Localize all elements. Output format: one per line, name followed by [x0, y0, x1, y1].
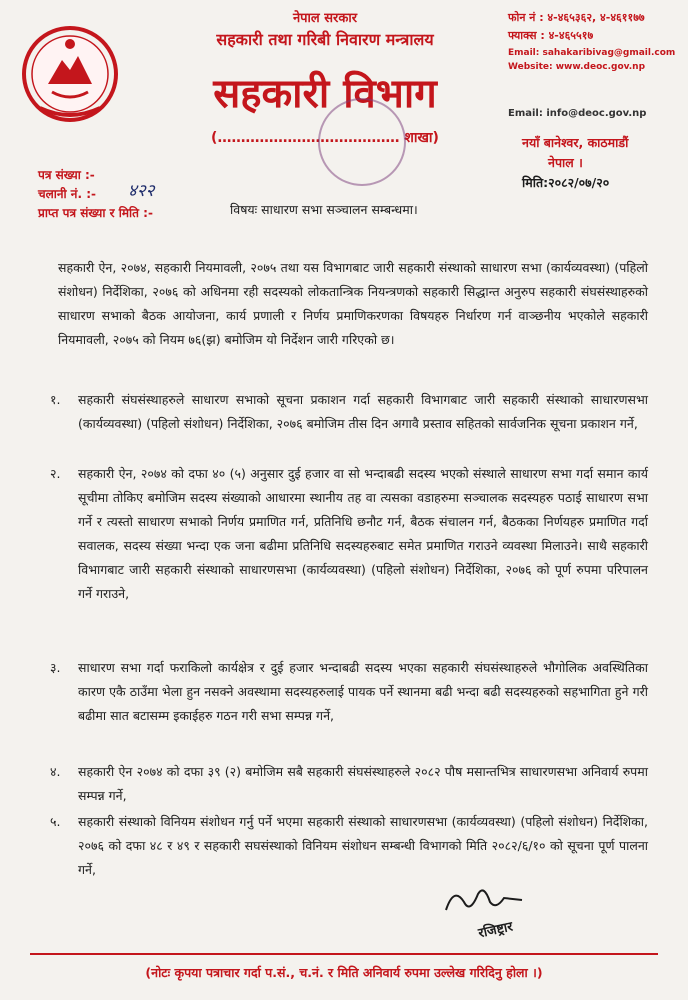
item-text: साधारण सभा गर्दा फराकिलो कार्यक्षेत्र र दुई हजार भन्दाबढी सदस्य भएका सहकारी संघसंस्थाहरुले भौगोलिक अवस्थितिका कारण एकै ठाउँमा भेला हुन नसक्ने अवस्थामा सदस्यहरुलाई पायक पर्ने स्थानमा बढी भन्दा बढी सदस्यहरुको सहभागिता हुने गरी बढीमा सात बटासम्म इकाईहरु गठन गरी सभा सम्पन्न गर्ने,	[78, 660, 648, 723]
address-line-1: नयाँ बानेश्वर, काठमाडौं	[522, 135, 629, 150]
footer-divider	[30, 953, 658, 955]
department-title: सहकारी विभाग	[213, 71, 437, 117]
item-number: ३.	[50, 660, 61, 675]
intro-paragraph: सहकारी ऐन, २०७४, सहकारी नियमावली, २०७५ तथा यस विभागबाट जारी सहकारी संस्थाको साधारण सभा (कार्यव्यवस्था) (पहिलो संशोधन) निर्देशिका, २०७६ को अधिनमा रही सदस्यको लोकतान्त्रिक नियन्त्रणको सहकारी सिद्धान्त अनुरुप सहकारी संघसंस्थाहरुको साधारण सभाको बैठक आयोजना, कार्य प्रणाली र निर्णय प्रमाणिकरणका विषयहरु निर्धारण गर्न वाञ्छनीय भएकोले सहकारी नियमावली, २०७५ को नियम ७६(झ) बमोजिम यो निर्देशन जारी गरिएको छ।	[58, 260, 648, 347]
item-text: सहकारी संघसंस्थाहरुले साधारण सभाको सूचना प्रकाशन गर्दा सहकारी विभागबाट जारी सहकारी संस्थाको साधारणसभा (कार्यव्यवस्था) (पहिलो संशोधन) निर्देशिका, २०७६ बमोजिम तीस दिन अगावै प्रस्ताव सहितको सार्वजनिक सूचना प्रकाशन गर्ने,	[78, 392, 648, 431]
item-number: ४.	[50, 764, 61, 779]
dispatch-number-label: चलानी नं. :-	[38, 187, 96, 201]
received-letter-label: प्राप्त पत्र संख्या र मिति :-	[38, 206, 153, 220]
list-item	[50, 810, 648, 882]
dispatch-number-value: ४२२	[128, 181, 155, 201]
official-stamp	[318, 98, 406, 186]
ministry-name: सहकारी तथा गरिबी निवारण मन्त्रालय	[216, 30, 434, 49]
item-text: सहकारी ऐन २०७४ को दफा ३९ (२) बमोजिम सबै सहकारी संघसंस्थाहरुले २०८२ पौष मसान्तभित्र साधारणसभा अनिवार्य रुपमा सम्पन्न गर्ने,	[78, 764, 648, 803]
list-item	[50, 656, 648, 728]
list-item	[50, 462, 648, 606]
address-line-2: नेपाल ।	[548, 155, 583, 170]
list-item	[50, 388, 648, 436]
list-item	[50, 760, 648, 808]
item-number: २.	[50, 466, 61, 481]
government-name: नेपाल सरकार	[292, 11, 358, 26]
phone-number: फोन नं : ४-४६५३६२, ४-४६११७७	[508, 11, 645, 24]
nepal-emblem-logo	[20, 22, 120, 127]
item-text: सहकारी ऐन, २०७४ को दफा ४० (५) अनुसार दुई हजार वा सो भन्दाबढी सदस्य भएको संस्थाले साधारण सभा गर्दा समान कार्य सूचीमा तोकिए बमोजिम सदस्य संख्याको आधारमा स्थानीय तह वा त्यसका वडाहरुमा सञ्चालक सदस्यहरु पठाई साधारण सभा गर्ने र त्यस्तो साधारण सभाको निर्णय प्रमाणित गर्न, प्रतिनिधि छनौट गर्न, बैठक संचालन गर्न, बैठकका निर्णयहरु प्रमाणित गर्दा सवालक, सदस्य संख्या भन्दा एक जना बढीमा प्रतिनिधि सदस्यहरुबाट समेत प्रमाणित गराउने व्यवस्था मिलाउने। साथै सहकारी विभागबाट जारी सहकारी संस्थाको साधारणसभा (कार्यव्यवस्था) (पहिलो संशोधन) निर्देशिका, २०७६ को पूर्ण रुपमा परिपालन गर्ने गराउने,	[78, 466, 648, 601]
subject-line: विषयः साधारण सभा सञ्चालन सम्बन्धमा।	[230, 202, 418, 217]
branch-line: (………………………………… शाखा)	[211, 130, 439, 146]
footer-note: (नोटः कृपया पत्राचार गर्दा प.सं., च.नं. र मिति अनिवार्य रुपमा उल्लेख गरिदिनु होला ।)	[145, 965, 543, 980]
email-info: Email: info@deoc.gov.np	[508, 108, 647, 119]
signature	[440, 880, 530, 920]
website: Website: www.deoc.gov.np	[508, 62, 646, 72]
item-text: सहकारी संस्थाको विनियम संशोधन गर्नु पर्ने भएमा सहकारी संस्थाको साधारणसभा (कार्यव्यवस्था) (पहिलो संशोधन) निर्देशिका, २०७६ को दफा ४८ र ४९ र सहकारी सघसंस्थाको विनियम संशोधन सम्बन्धी विभागको मिति २०८२/६/१० को सूचना पूर्ण पालना गर्ने,	[78, 814, 648, 877]
signatory-title: रजिष्ट्रार	[477, 919, 515, 942]
fax-number: फ्याक्स : ४-४६५५१७	[508, 29, 594, 42]
item-number: १.	[50, 392, 61, 407]
item-number: ५.	[50, 814, 61, 829]
letter-number-label: पत्र संख्या :-	[38, 168, 95, 182]
letter-date: मिति:२०८२/०७/२०	[522, 175, 610, 190]
email-gmail: Email: sahakaribivag@gmail.com	[508, 48, 676, 58]
